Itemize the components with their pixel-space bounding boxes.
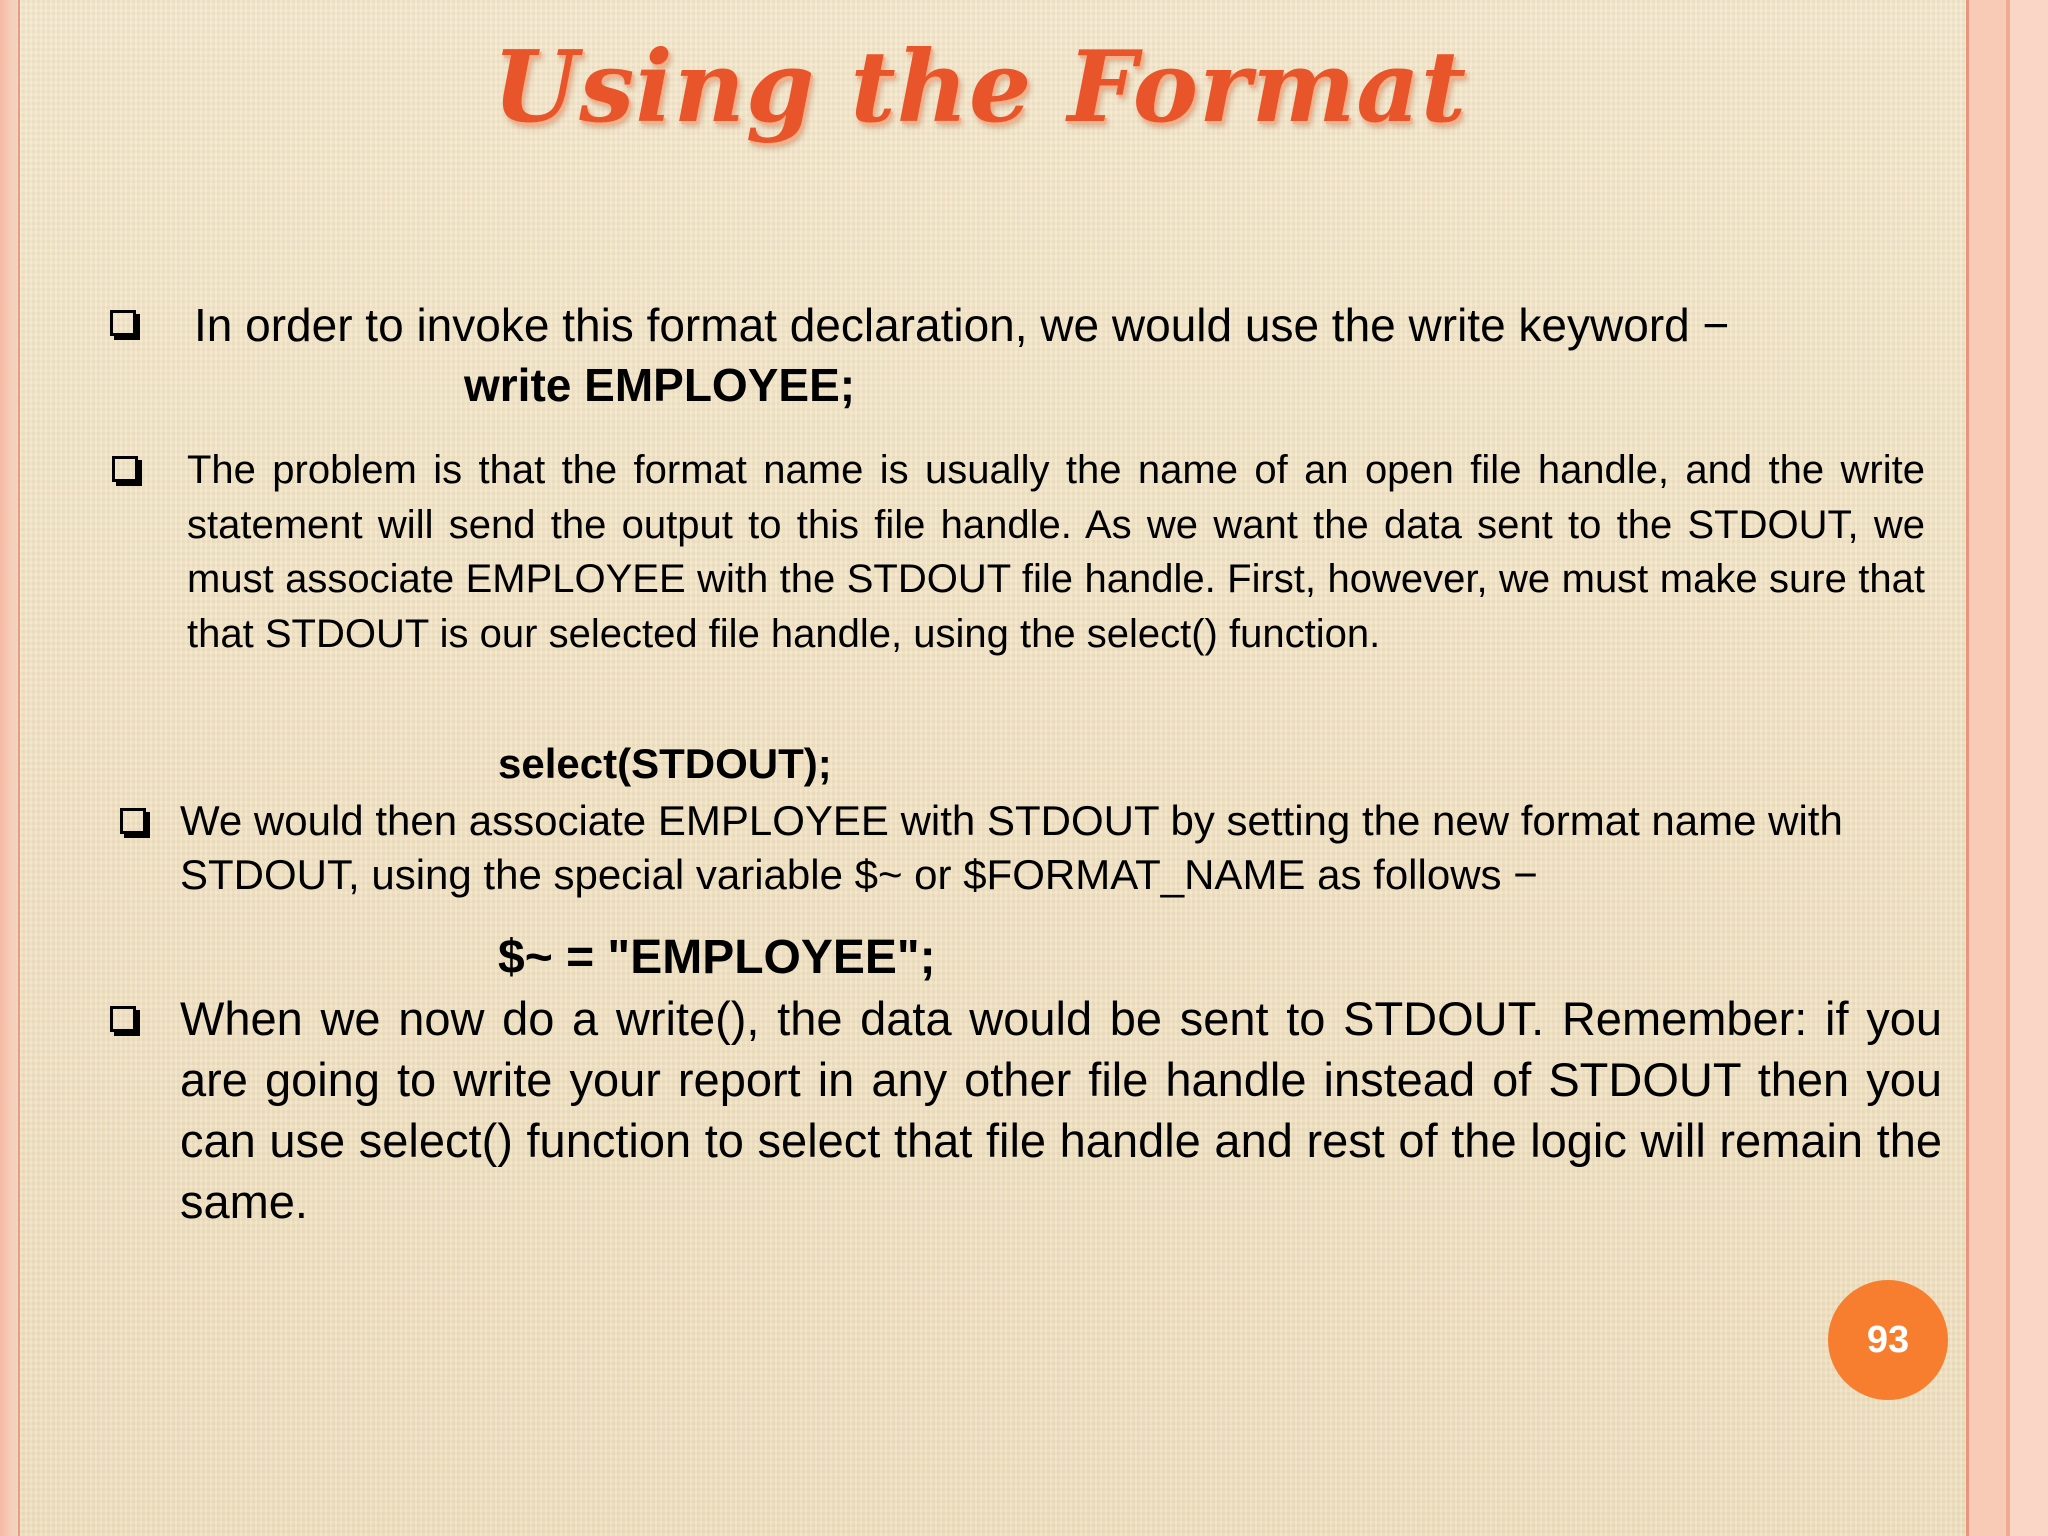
bullet-square-icon [112, 456, 138, 482]
bullet-4-text: When we now do a write(), the data would be sent to STDOUT. Remember: if you are going to write your report in any other file handle instead of STDOUT then you can use select() function to select that file handle and rest of the logic will remain the same. [180, 992, 1942, 1228]
code-write-employee: write EMPLOYEE; [464, 359, 856, 411]
page-number-badge: 93 [1828, 1280, 1948, 1400]
bullet-2-text: The problem is that the format name is usually the name of an open file handle, and the write statement will send the output to this file handle. As we want the data sent to the STDOUT, we must associate EMPLOYEE with the STDOUT file handle. First, however, we must make sure that that STDOUT is our selected file handle, using the select() function. [187, 448, 1925, 656]
slide-title: Using the Format [492, 30, 1468, 145]
bullet-1-text: In order to invoke this format declaration, we would use the write keyword − [194, 299, 1730, 351]
right-border-decoration [1966, 0, 2048, 1536]
bullet-3-text: We would then associate EMPLOYEE with STDOUT by setting the new format name with STDOUT, using the special variable $~ or $FORMAT_NAME as follows − [180, 797, 1843, 898]
code-select-stdout: select(STDOUT); [498, 740, 832, 787]
bullet-square-icon [110, 1006, 136, 1032]
bullet-square-icon [110, 310, 136, 336]
bullet-square-icon [120, 808, 146, 834]
code-format-name-assignment: $~ = "EMPLOYEE"; [498, 931, 936, 984]
left-border-decoration [0, 0, 20, 1536]
